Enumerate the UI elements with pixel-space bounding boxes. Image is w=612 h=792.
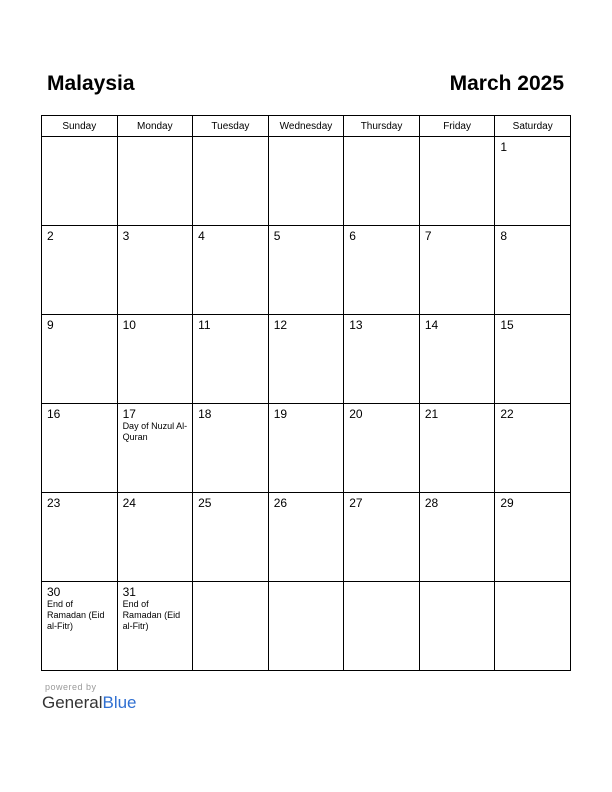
weekday-header-saturday: Saturday	[495, 116, 571, 137]
weekday-header-monday: Monday	[117, 116, 193, 137]
brand-logo	[42, 693, 137, 713]
day-cell	[344, 404, 420, 493]
day-cell	[193, 582, 269, 671]
day-number: 14	[424, 318, 439, 332]
day-cell	[193, 315, 269, 404]
day-number: 20	[349, 407, 363, 421]
day-cell	[344, 226, 420, 315]
day-number: 16	[47, 407, 61, 421]
day-number: 5	[273, 229, 281, 243]
day-cell	[268, 493, 344, 582]
day-cell	[419, 137, 495, 226]
day-number: 8	[500, 229, 508, 243]
day-number: 1	[500, 140, 508, 154]
weekday-header-friday: Friday	[419, 116, 495, 137]
day-cell	[344, 315, 420, 404]
day-cell	[117, 226, 193, 315]
day-number: 24	[122, 496, 136, 510]
day-number: 4	[198, 229, 205, 243]
day-number: 25	[198, 496, 212, 510]
day-number: 17	[122, 407, 136, 421]
day-number: 29	[500, 496, 514, 510]
day-cell	[193, 226, 269, 315]
powered-by-label: powered by	[45, 682, 97, 692]
day-number: 3	[122, 229, 130, 243]
day-number: 22	[500, 407, 514, 421]
day-cell	[117, 137, 193, 226]
day-cell	[495, 226, 571, 315]
holiday-label: End of Ramadan (Eid al-Fitr)	[122, 599, 181, 631]
day-number: 7	[424, 229, 432, 243]
day-cell	[268, 582, 344, 671]
week-row	[42, 226, 571, 315]
day-number: 15	[500, 318, 514, 332]
weekday-header-wednesday: Wednesday	[268, 116, 344, 137]
week-row	[42, 582, 571, 671]
day-number: 19	[273, 407, 288, 421]
day-number: 18	[198, 407, 212, 421]
day-cell	[42, 226, 118, 315]
day-number: 12	[273, 318, 288, 332]
brand-logo-blue: Blue	[102, 693, 137, 712]
day-number: 6	[349, 229, 356, 243]
day-cell	[42, 137, 118, 226]
country-title: Malaysia	[47, 72, 135, 95]
week-row	[42, 315, 571, 404]
week-row	[42, 404, 571, 493]
day-number: 28	[424, 496, 439, 510]
calendar-grid	[41, 115, 571, 671]
month-title: March 2025	[449, 72, 564, 95]
weekday-header-thursday: Thursday	[344, 116, 420, 137]
day-number: 2	[47, 229, 54, 243]
day-cell	[495, 315, 571, 404]
day-cell	[42, 493, 118, 582]
day-number: 11	[198, 318, 211, 332]
day-cell	[419, 493, 495, 582]
weekday-header-tuesday: Tuesday	[193, 116, 269, 137]
day-cell	[193, 137, 269, 226]
day-cell	[419, 226, 495, 315]
day-number: 10	[122, 318, 136, 332]
day-cell	[344, 493, 420, 582]
day-cell	[42, 315, 118, 404]
day-cell	[495, 582, 571, 671]
day-cell	[344, 137, 420, 226]
day-cell	[268, 226, 344, 315]
day-cell	[495, 404, 571, 493]
day-number: 13	[349, 318, 363, 332]
day-number: 30	[47, 585, 61, 599]
day-cell	[117, 404, 193, 493]
day-number: 31	[122, 585, 136, 599]
holiday-label: Day of Nuzul Al-Quran	[122, 421, 188, 442]
day-number: 23	[47, 496, 61, 510]
day-cell	[117, 582, 193, 671]
day-number: 9	[47, 318, 54, 332]
week-row	[42, 493, 571, 582]
day-number: 21	[424, 407, 439, 421]
weekday-header-sunday: Sunday	[42, 116, 118, 137]
day-cell	[193, 493, 269, 582]
day-number: 26	[273, 496, 288, 510]
day-cell	[117, 315, 193, 404]
day-cell	[42, 404, 118, 493]
day-cell	[419, 582, 495, 671]
day-cell	[495, 493, 571, 582]
day-cell	[344, 582, 420, 671]
weekday-header-row	[42, 116, 571, 137]
day-number: 27	[349, 496, 363, 510]
week-row	[42, 137, 571, 226]
brand-logo-general: General	[42, 693, 103, 712]
day-cell	[268, 315, 344, 404]
day-cell	[419, 404, 495, 493]
day-cell	[193, 404, 269, 493]
day-cell	[268, 404, 344, 493]
day-cell	[495, 137, 571, 226]
day-cell	[42, 582, 118, 671]
day-cell	[419, 315, 495, 404]
day-cell	[268, 137, 344, 226]
day-cell	[117, 493, 193, 582]
holiday-label: End of Ramadan (Eid al-Fitr)	[47, 599, 105, 631]
